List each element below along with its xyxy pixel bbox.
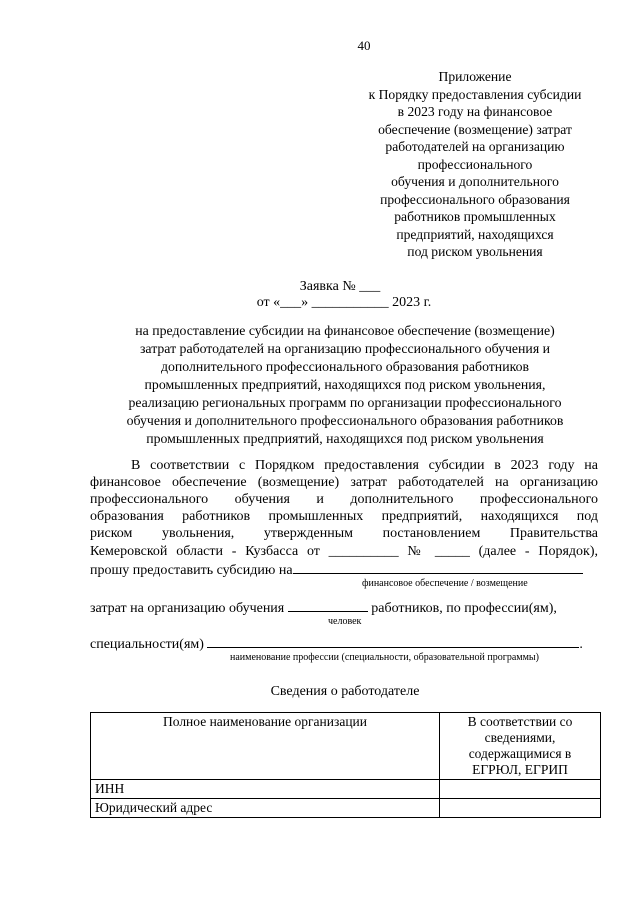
body-line: финансовое обеспечение (возмещение) затрат работодателей на организацию [90, 475, 598, 490]
appendix-line: работников промышленных [394, 209, 556, 224]
body-line: В соответствии с Порядком предоставления субсидии в 2023 году на [131, 458, 598, 473]
header-org-name: Полное наименование организации [91, 713, 440, 780]
appendix-line: профессионального [417, 156, 533, 172]
purpose-line: промышленных предприятий, находящихся под риском увольнения, [144, 377, 546, 392]
appendix-line: обеспечение (возмещение) затрат [378, 121, 572, 137]
purpose-line: дополнительного профессионального образования работников [160, 359, 529, 374]
row-value-inn[interactable] [440, 780, 601, 799]
subsidy-type-caption: финансовое обеспечение / возмещение [362, 578, 528, 589]
purpose-line: затрат работодателей на организацию профессионального обучения и [139, 341, 550, 356]
appendix-line: под риском увольнения [407, 244, 543, 259]
request-purpose [90, 322, 600, 448]
body-line: профессионального обучения и дополнительного профессионального [90, 492, 598, 507]
employer-info-table [90, 712, 601, 818]
costs-prefix: затрат на организацию обучения [90, 601, 285, 616]
appendix-line: к Порядку предоставления субсидии [368, 86, 582, 102]
request-prefix: прошу предоставить субсидию на [90, 563, 293, 578]
appendix-line: предприятий, находящихся [396, 226, 554, 242]
page-number: 40 [357, 38, 371, 53]
appendix-line: профессионального образования [380, 191, 570, 207]
costs-line [90, 598, 557, 617]
appendix-line: в 2023 году на финансовое [397, 104, 553, 119]
specialty-caption: наименование профессии (специальности, образовательной программы) [230, 652, 539, 663]
table-row [91, 780, 601, 799]
row-value-legal-address[interactable] [440, 799, 601, 818]
specialty-field[interactable] [207, 634, 579, 648]
appendix-header [355, 68, 595, 261]
costs-suffix: работников, по профессии(ям), [371, 601, 557, 616]
appendix-line: обучения и дополнительного [391, 174, 559, 189]
purpose-line: промышленных предприятий, находящихся под риском увольнения [146, 431, 544, 446]
body-line: Кемеровской области - Кузбасса от __________ № _____ (далее - Порядок), [90, 544, 598, 559]
table-row [91, 799, 601, 818]
purpose-line: на предоставление субсидии на финансовое обеспечение (возмещение) [135, 323, 555, 338]
request-subsidy-line [90, 560, 583, 579]
specialty-suffix: . [579, 637, 583, 652]
request-date-line: от «___» ___________ 2023 г. [256, 295, 432, 310]
specialty-line [90, 634, 583, 653]
purpose-line: обучения и дополнительного профессионального образования работников [126, 413, 564, 428]
body-line: риском увольнения, утвержденным постановлением Правительства [90, 526, 598, 541]
purpose-line: реализацию региональных программ по организации профессионального [128, 395, 562, 410]
appendix-line: работодателей на организацию [385, 139, 565, 154]
appendix-line: Приложение [438, 69, 512, 84]
subsidy-type-field[interactable] [293, 560, 583, 574]
header-registry-source: В соответствии со сведениями, содержащимися в ЕГРЮЛ, ЕГРИП [440, 713, 601, 780]
specialty-prefix: специальности(ям) [90, 637, 204, 652]
employer-section-title: Сведения о работодателе [270, 684, 420, 699]
request-title: Заявка № ___ [299, 279, 381, 294]
workers-count-field[interactable] [288, 598, 368, 612]
row-label-inn: ИНН [91, 780, 440, 799]
workers-count-caption: человек [328, 616, 362, 627]
body-line: образования работников промышленных предприятий, находящихся под [90, 509, 598, 524]
table-header-row [91, 713, 601, 780]
row-label-legal-address: Юридический адрес [91, 799, 440, 818]
